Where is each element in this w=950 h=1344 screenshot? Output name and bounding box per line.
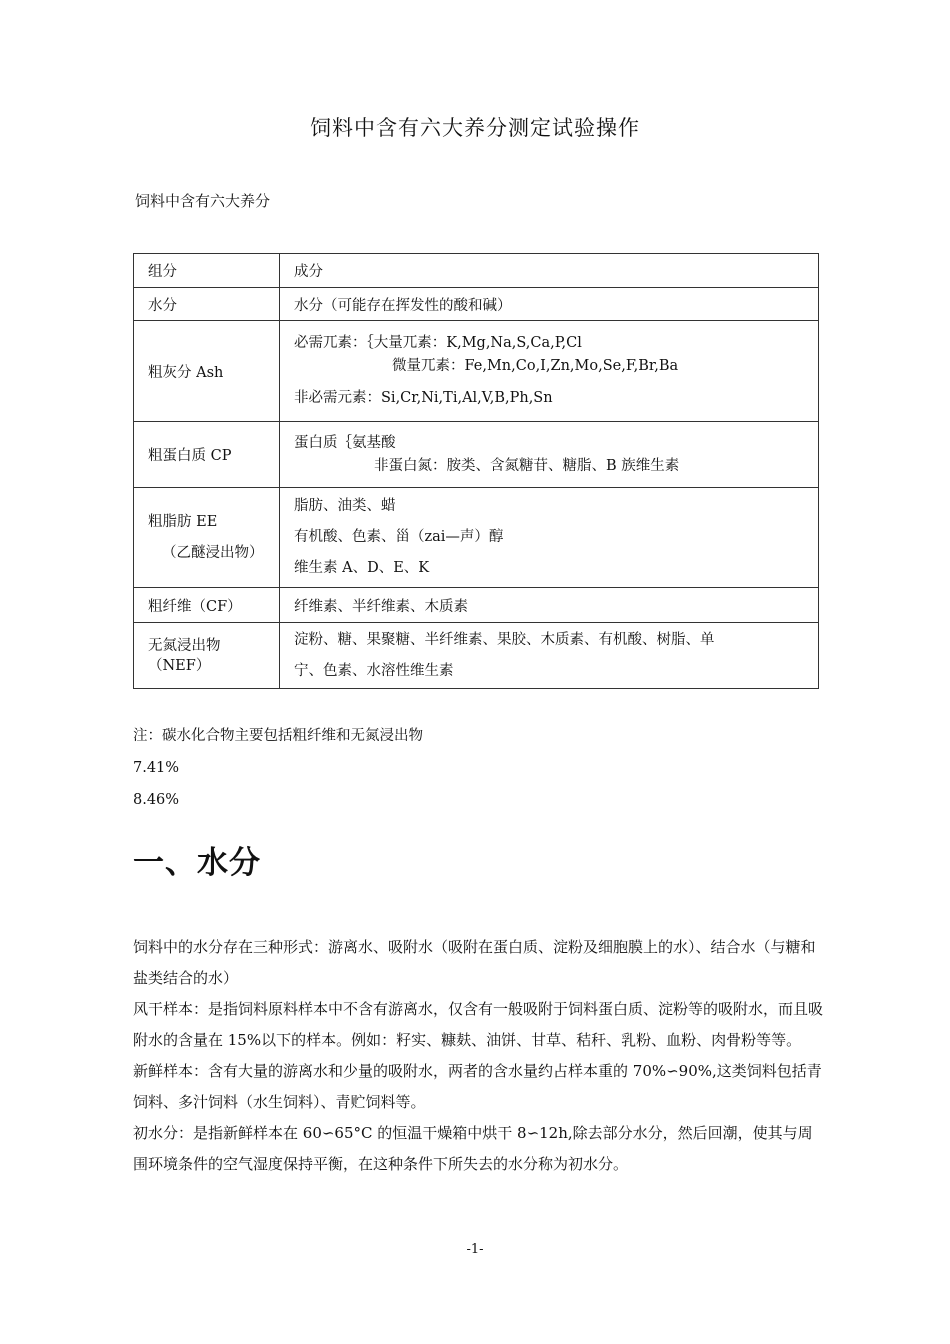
table-row	[134, 588, 819, 623]
paragraph: 饲料中的水分存在三种形式：游离水、吸附水（吸附在蛋白质、淀粉及细胞膜上的水）、结合水（与糖和盐类结合的水）	[133, 938, 816, 987]
paragraph: 新鲜样本：含有大量的游离水和少量的吸附水，两者的含水量约占样本重的 70%∽90%,这类饲料包括青饲料、多汁饲料（水生饲料）、青贮饲料等。	[133, 1062, 822, 1111]
ee-label-main: 粗脂肪 EE	[148, 513, 218, 530]
paragraph: 初水分：是指新鲜样本在 60∽65°C 的恒温干燥箱中烘干 8∽12h,除去部分水分，然后回潮，使其与周围环境条件的空气湿度保持平衡，在这种条件下所失去的水分称为初水分。	[133, 1124, 813, 1173]
row-label-ash: 粗灰分 Ash	[134, 321, 280, 422]
ee-line: 有机酸、色素、甾（zai—声）醇	[294, 529, 504, 545]
table-row	[134, 488, 819, 588]
row-content-cp	[280, 422, 819, 488]
table-row	[134, 321, 819, 422]
note-text: 注：碳水化合物主要包括粗纤维和无氮浸出物	[133, 728, 423, 744]
ash-line: 微量兀素：Fe,Mn,Co,I,Zn,Mo,Se,F,Br,Ba	[392, 358, 679, 374]
table-row	[134, 254, 819, 288]
row-label-cf: 粗纤维（CF）	[134, 588, 280, 623]
row-content-ash	[280, 321, 819, 422]
row-content-water: 水分（可能存在挥发性的酸和碱）	[280, 288, 819, 321]
row-label-nef: 无氮浸出物（NEF）	[134, 623, 280, 689]
header-cell-content: 成分	[280, 254, 819, 288]
row-label-ee	[134, 488, 280, 588]
row-label-water: 水分	[134, 288, 280, 321]
table-row	[134, 623, 819, 689]
ash-line: 必需兀素：｛大量兀素：K,Mg,Na,S,Ca,P,Cl	[294, 335, 582, 351]
ash-line: 非必需元素：Si,Cr,Ni,Ti,Al,V,B,Ph,Sn	[294, 390, 553, 406]
body-text	[133, 932, 823, 1180]
notes-block	[133, 720, 423, 816]
nutrient-table	[133, 253, 819, 689]
nef-line: 淀粉、糖、果聚糖、半纤维素、果胶、木质素、有机酸、树脂、单	[294, 631, 715, 648]
row-label-cp: 粗蛋白质 CP	[134, 422, 280, 488]
document-title: 饲料中含有六大养分测定试验操作	[310, 116, 640, 140]
table-caption: 饲料中含有六大养分	[135, 192, 271, 210]
nef-line: 宁、色素、水溶性维生素	[294, 662, 454, 679]
table-row	[134, 422, 819, 488]
cp-line: 蛋白质｛氨基酸	[294, 434, 396, 451]
page-number: -1-	[466, 1242, 484, 1257]
paragraph: 风干样本：是指饲料原料样本中不含有游离水，仅含有一般吸附于饲料蛋白质、淀粉等的吸附水，而且吸附水的含量在 15%以下的样本。例如：籽实、糠麸、油饼、甘草、秸秆、乳粉、血粉、肉骨粉等等。	[133, 1000, 824, 1049]
value-text: 7.41%	[133, 760, 180, 776]
table-row	[134, 288, 819, 321]
header-cell-component: 组分	[134, 254, 280, 288]
row-content-cf: 纤维素、半纤维素、木质素	[280, 588, 819, 623]
row-content-nef	[280, 623, 819, 689]
section-heading: 一、水分	[133, 845, 261, 881]
ee-label-sub: （乙醚浸出物）	[162, 544, 264, 561]
row-content-ee	[280, 488, 819, 588]
ee-line: 维生素 A、D、E、K	[294, 560, 430, 576]
ee-line: 脂肪、油类、蜡	[294, 498, 396, 514]
value-text: 8.46%	[133, 792, 180, 808]
cp-line: 非蛋白氮：胺类、含氮糖苷、糖脂、B 族维生素	[374, 457, 680, 474]
